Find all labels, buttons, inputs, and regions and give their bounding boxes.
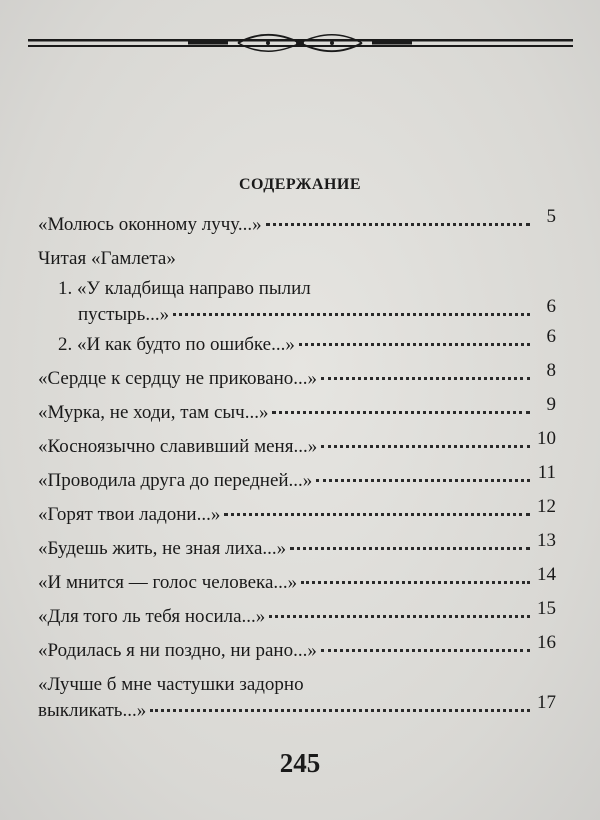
toc-entry-page: 12 [537, 496, 556, 517]
toc-entry [38, 672, 556, 724]
toc-entry-title-cont: выкликать...» [38, 700, 147, 721]
toc-entry-title: 2. «И как будто по ошибке...» [58, 334, 295, 355]
toc-section-label: Читая «Гамлета» [38, 248, 176, 269]
toc-entry [38, 428, 556, 460]
toc-entry [38, 598, 556, 630]
dot-leader [321, 649, 530, 652]
dot-leader [299, 343, 530, 346]
toc-entry-title: «Горят твои ладони...» [38, 504, 221, 525]
toc-entry-page: 13 [537, 530, 556, 551]
toc-entry-title: «Для того ль тебя носила...» [38, 606, 266, 627]
toc-entry-page: 16 [537, 632, 556, 653]
toc-entry-page: 14 [537, 564, 556, 585]
toc-entry-page: 11 [537, 462, 556, 483]
header-ornament-icon [28, 30, 573, 58]
dot-leader [266, 223, 530, 226]
dot-leader [321, 445, 530, 448]
toc-entry [38, 326, 556, 358]
toc-entry [38, 206, 556, 238]
page-number: 245 [279, 748, 321, 778]
dot-leader [150, 709, 530, 712]
toc-entry-title: 1. «У кладбища направо пылил [58, 278, 311, 299]
toc-entry-title: «Родилась я ни поздно, ни рано...» [38, 640, 317, 661]
toc-entry-page: 9 [546, 394, 556, 415]
toc-section-title [38, 246, 556, 272]
toc-entry [38, 394, 556, 426]
toc-entry-page: 6 [546, 296, 556, 317]
dot-leader [290, 547, 530, 550]
toc-entry-title: «Лучше б мне частушки задорно [38, 674, 304, 695]
toc-entry [38, 564, 556, 596]
toc-entry-title: «Будешь жить, не зная лиха...» [38, 538, 287, 559]
toc-entry-title-cont: пустырь...» [78, 304, 170, 325]
toc-entry-title: «Молюсь оконному лучу...» [38, 214, 262, 235]
dot-leader [272, 411, 530, 414]
toc-entry-page: 15 [537, 598, 556, 619]
dot-leader [301, 581, 530, 584]
toc-entry-page: 17 [537, 692, 556, 713]
toc-entry-page: 8 [546, 360, 556, 381]
dot-leader [173, 313, 530, 316]
contents-heading: СОДЕРЖАНИЕ [238, 176, 362, 193]
toc-entry-title: «И мнится — голос человека...» [38, 572, 298, 593]
toc-entry [38, 496, 556, 528]
dot-leader [316, 479, 530, 482]
toc-entry-title: «Сердце к сердцу не приковано...» [38, 368, 318, 389]
table-of-contents [38, 206, 556, 724]
toc-entry [38, 632, 556, 664]
toc-entry [38, 276, 556, 328]
toc-entry [38, 360, 556, 392]
toc-entry-page: 6 [546, 326, 556, 347]
dot-leader [224, 513, 530, 516]
toc-entry-title: «Мурка, не ходи, там сыч...» [38, 402, 269, 423]
toc-entry [38, 530, 556, 562]
dot-leader [269, 615, 530, 618]
dot-leader [321, 377, 530, 380]
toc-entry-title: «Проводила друга до передней...» [38, 470, 313, 491]
toc-entry-page: 10 [537, 428, 556, 449]
toc-entry-page: 5 [546, 206, 556, 227]
toc-entry-title: «Косноязычно славивший меня...» [38, 436, 318, 457]
toc-entry [38, 462, 556, 494]
